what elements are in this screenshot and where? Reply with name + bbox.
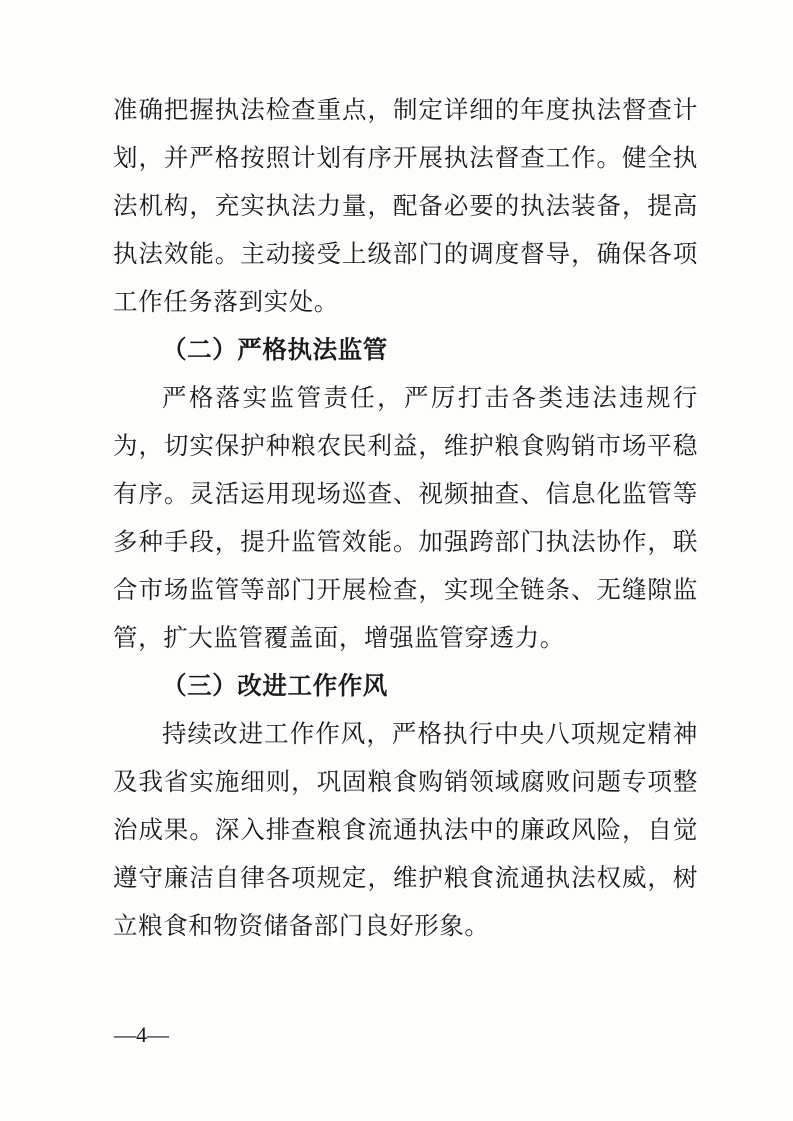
paragraph-enforcement-supervision: 严格落实监管责任，严厉打击各类违法违规行为，切实保护种粮农民利益，维护粮食购销市场平稳有序。灵活运用现场巡查、视频抽查、信息化监管等多种手段，提升监管效能。加强跨部门执法协作，联合市场监管等部门开展检查，实现全链条、无缝隙监管，扩大监管覆盖面，增强监管穿透力。	[113, 383, 698, 652]
paragraph-continued: 准确把握执法检查重点，制定详细的年度执法督查计划，并严格按照计划有序开展执法督查工作。健全执法机构，充实执法力量，配备必要的执法装备，提高执法效能。主动接受上级部门的调度督导，确保各项工作任务落到实处。	[113, 95, 698, 316]
document-body	[113, 86, 698, 950]
section-heading-3: （三）改进工作作风	[162, 671, 388, 700]
page-number: —4—	[114, 1022, 169, 1047]
paragraph-work-style: 持续改进工作作风，严格执行中央八项规定精神及我省实施细则，巩固粮食购销领域腐败问题专项整治成果。深入排查粮食流通执法中的廉政风险，自觉遵守廉洁自律各项规定，维护粮食流通执法权威，树立粮食和物资储备部门良好形象。	[113, 719, 698, 940]
section-heading-2: （二）严格执法监管	[162, 335, 388, 364]
